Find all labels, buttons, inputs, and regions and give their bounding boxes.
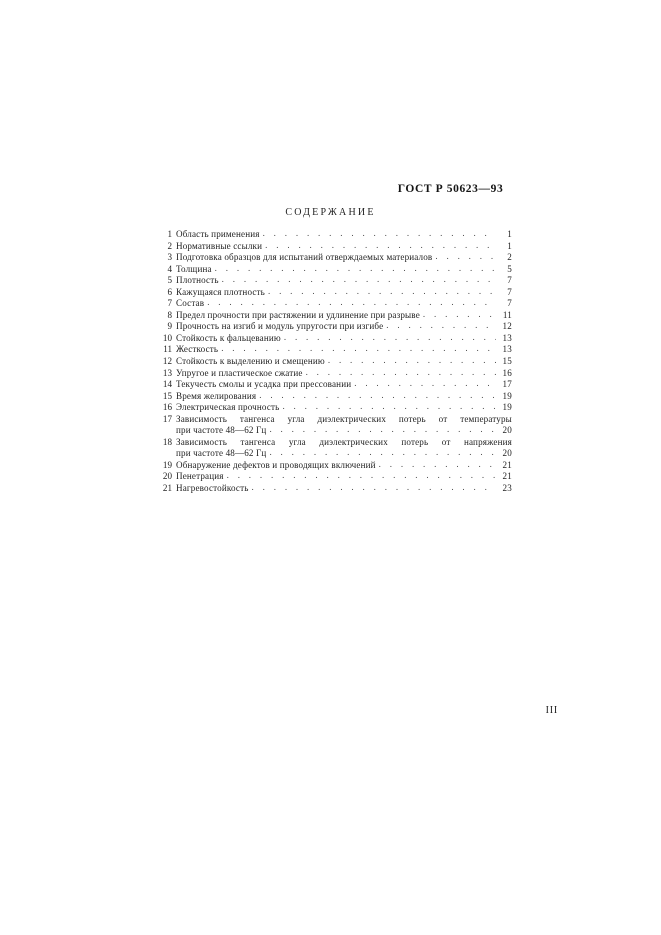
toc-item-number: 15 <box>162 390 172 401</box>
toc-item-page: 1 <box>507 240 512 251</box>
toc-item-page: 7 <box>507 275 512 286</box>
standard-number: ГОСТ Р 50623—93 <box>397 183 504 195</box>
toc-leader-dots <box>265 240 496 252</box>
toc-item-page: 2 <box>507 252 512 263</box>
toc-item-page: 5 <box>507 263 512 274</box>
toc-heading: СОДЕРЖАНИЕ <box>285 207 376 218</box>
toc-item-number: 1 <box>167 229 172 239</box>
toc-leader-dots <box>435 251 496 263</box>
toc-item-page: 1 <box>507 229 512 239</box>
toc-item-label: Электрическая прочность <box>176 402 280 413</box>
toc-leader-dots <box>207 297 496 309</box>
toc-item-label: Время желирования <box>176 390 257 401</box>
list-item <box>160 402 512 414</box>
toc-item-page: 11 <box>502 309 512 320</box>
toc-item-number: 6 <box>167 286 172 297</box>
toc-item-number: 5 <box>167 275 172 286</box>
toc-word: потерь <box>401 436 429 447</box>
toc-item-number: 20 <box>162 471 172 482</box>
toc-leader-dots <box>268 286 496 298</box>
toc-leader-dots <box>306 367 496 379</box>
toc-item-page: 7 <box>507 298 512 309</box>
toc-item-page: 20 <box>502 448 512 459</box>
toc-leader-dots <box>227 470 496 482</box>
toc-item-label: Упругое и пластическое сжатие <box>176 367 303 378</box>
list-item-continuation <box>160 425 512 437</box>
toc-item-number: 19 <box>162 459 172 470</box>
toc-item-page: 19 <box>502 402 512 413</box>
toc-item-label: Нагревостойкость <box>176 483 249 494</box>
toc-item-label: Область применения <box>176 229 260 239</box>
toc-item-label: Плотность <box>176 275 219 286</box>
toc-item-number: 16 <box>162 402 172 413</box>
toc-item-page: 15 <box>502 356 512 367</box>
toc-leader-dots <box>423 309 496 321</box>
toc-item-page: 23 <box>502 483 512 494</box>
toc-word: температуры <box>460 413 512 424</box>
toc-item-label: Прочность на изгиб и модуль упругости при изгибе <box>176 321 384 332</box>
toc-leader-dots <box>221 343 496 355</box>
toc-leader-dots <box>379 459 496 471</box>
toc-leader-dots <box>386 320 496 332</box>
toc-item-number: 21 <box>162 483 172 494</box>
toc-leader-dots <box>354 378 496 390</box>
toc-leader-dots <box>263 228 496 240</box>
toc-leader-dots <box>215 263 496 275</box>
toc-word: потерь <box>398 413 426 424</box>
table-of-contents <box>160 229 512 495</box>
toc-item-page: 13 <box>502 344 512 355</box>
page-number: III <box>545 705 558 716</box>
toc-leader-dots <box>282 401 496 413</box>
toc-item-number: 2 <box>167 240 172 251</box>
toc-word: тангенса <box>240 436 276 447</box>
toc-word: угла <box>287 413 305 424</box>
toc-item-page: 21 <box>502 459 512 470</box>
toc-leader-dots <box>252 482 496 494</box>
toc-item-label: Текучесть смолы и усадка при прессовании <box>176 379 352 390</box>
toc-item-label: Предел прочности при растяжении и удлинение при разрыве <box>176 309 420 320</box>
toc-leader-dots <box>269 424 496 436</box>
toc-item-page: 12 <box>502 321 512 332</box>
toc-item-page: 19 <box>502 390 512 401</box>
toc-word: Зависимость <box>176 413 227 424</box>
toc-item-page: 17 <box>502 379 512 390</box>
toc-word: от <box>441 436 451 447</box>
toc-item-page: 20 <box>502 425 512 436</box>
toc-item-label: Обнаружение дефектов и проводящих включений <box>176 459 376 470</box>
toc-item-number: 8 <box>167 309 172 320</box>
toc-item-label-cont: при частоте 48—62 Гц <box>176 448 267 459</box>
toc-item-page: 16 <box>502 367 512 378</box>
toc-item-number: 4 <box>167 263 172 274</box>
toc-item-number: 9 <box>167 321 172 332</box>
toc-item-label: Жесткость <box>176 344 219 355</box>
toc-word: угла <box>288 436 306 447</box>
toc-item-label-cont: при частоте 48—62 Гц <box>176 425 267 436</box>
toc-word: тангенса <box>239 413 275 424</box>
toc-item-label: Стойкость к фальцеванию <box>176 332 281 343</box>
toc-item-number: 3 <box>167 252 172 263</box>
toc-item-page: 13 <box>502 332 512 343</box>
toc-item-number: 17 <box>162 413 172 424</box>
toc-item-number: 14 <box>162 379 172 390</box>
toc-word: напряжения <box>463 436 512 447</box>
toc-item-number: 10 <box>162 332 172 343</box>
list-item <box>160 483 512 495</box>
toc-item-label: Толщина <box>176 263 212 274</box>
toc-item-label: Состав <box>176 298 205 309</box>
toc-item-number: 13 <box>162 367 172 378</box>
toc-item-number: 18 <box>162 436 172 447</box>
toc-item-number: 7 <box>167 298 172 309</box>
toc-word: от <box>438 413 448 424</box>
toc-word: диэлектрических <box>317 413 387 424</box>
toc-item-label: Подготовка образцов для испытаний отверждаемых материалов <box>176 252 433 263</box>
toc-item-label: Нормативные ссылки <box>176 240 263 251</box>
toc-item-page: 7 <box>507 286 512 297</box>
toc-leader-dots <box>269 447 496 459</box>
toc-word: Зависимость <box>176 436 227 447</box>
toc-leader-dots <box>222 274 496 286</box>
toc-item-number: 12 <box>162 356 172 367</box>
toc-item-label: Кажущаяся плотность <box>176 286 265 297</box>
toc-item-page: 21 <box>502 471 512 482</box>
toc-leader-dots <box>259 390 496 402</box>
toc-item-label: Пенетрация <box>176 471 224 482</box>
toc-item-number: 11 <box>163 344 172 355</box>
toc-leader-dots <box>328 355 496 367</box>
toc-leader-dots <box>284 332 496 344</box>
toc-word: диэлектрических <box>319 436 388 447</box>
toc-item-label: Стойкость к выделению и смещению <box>176 356 325 367</box>
